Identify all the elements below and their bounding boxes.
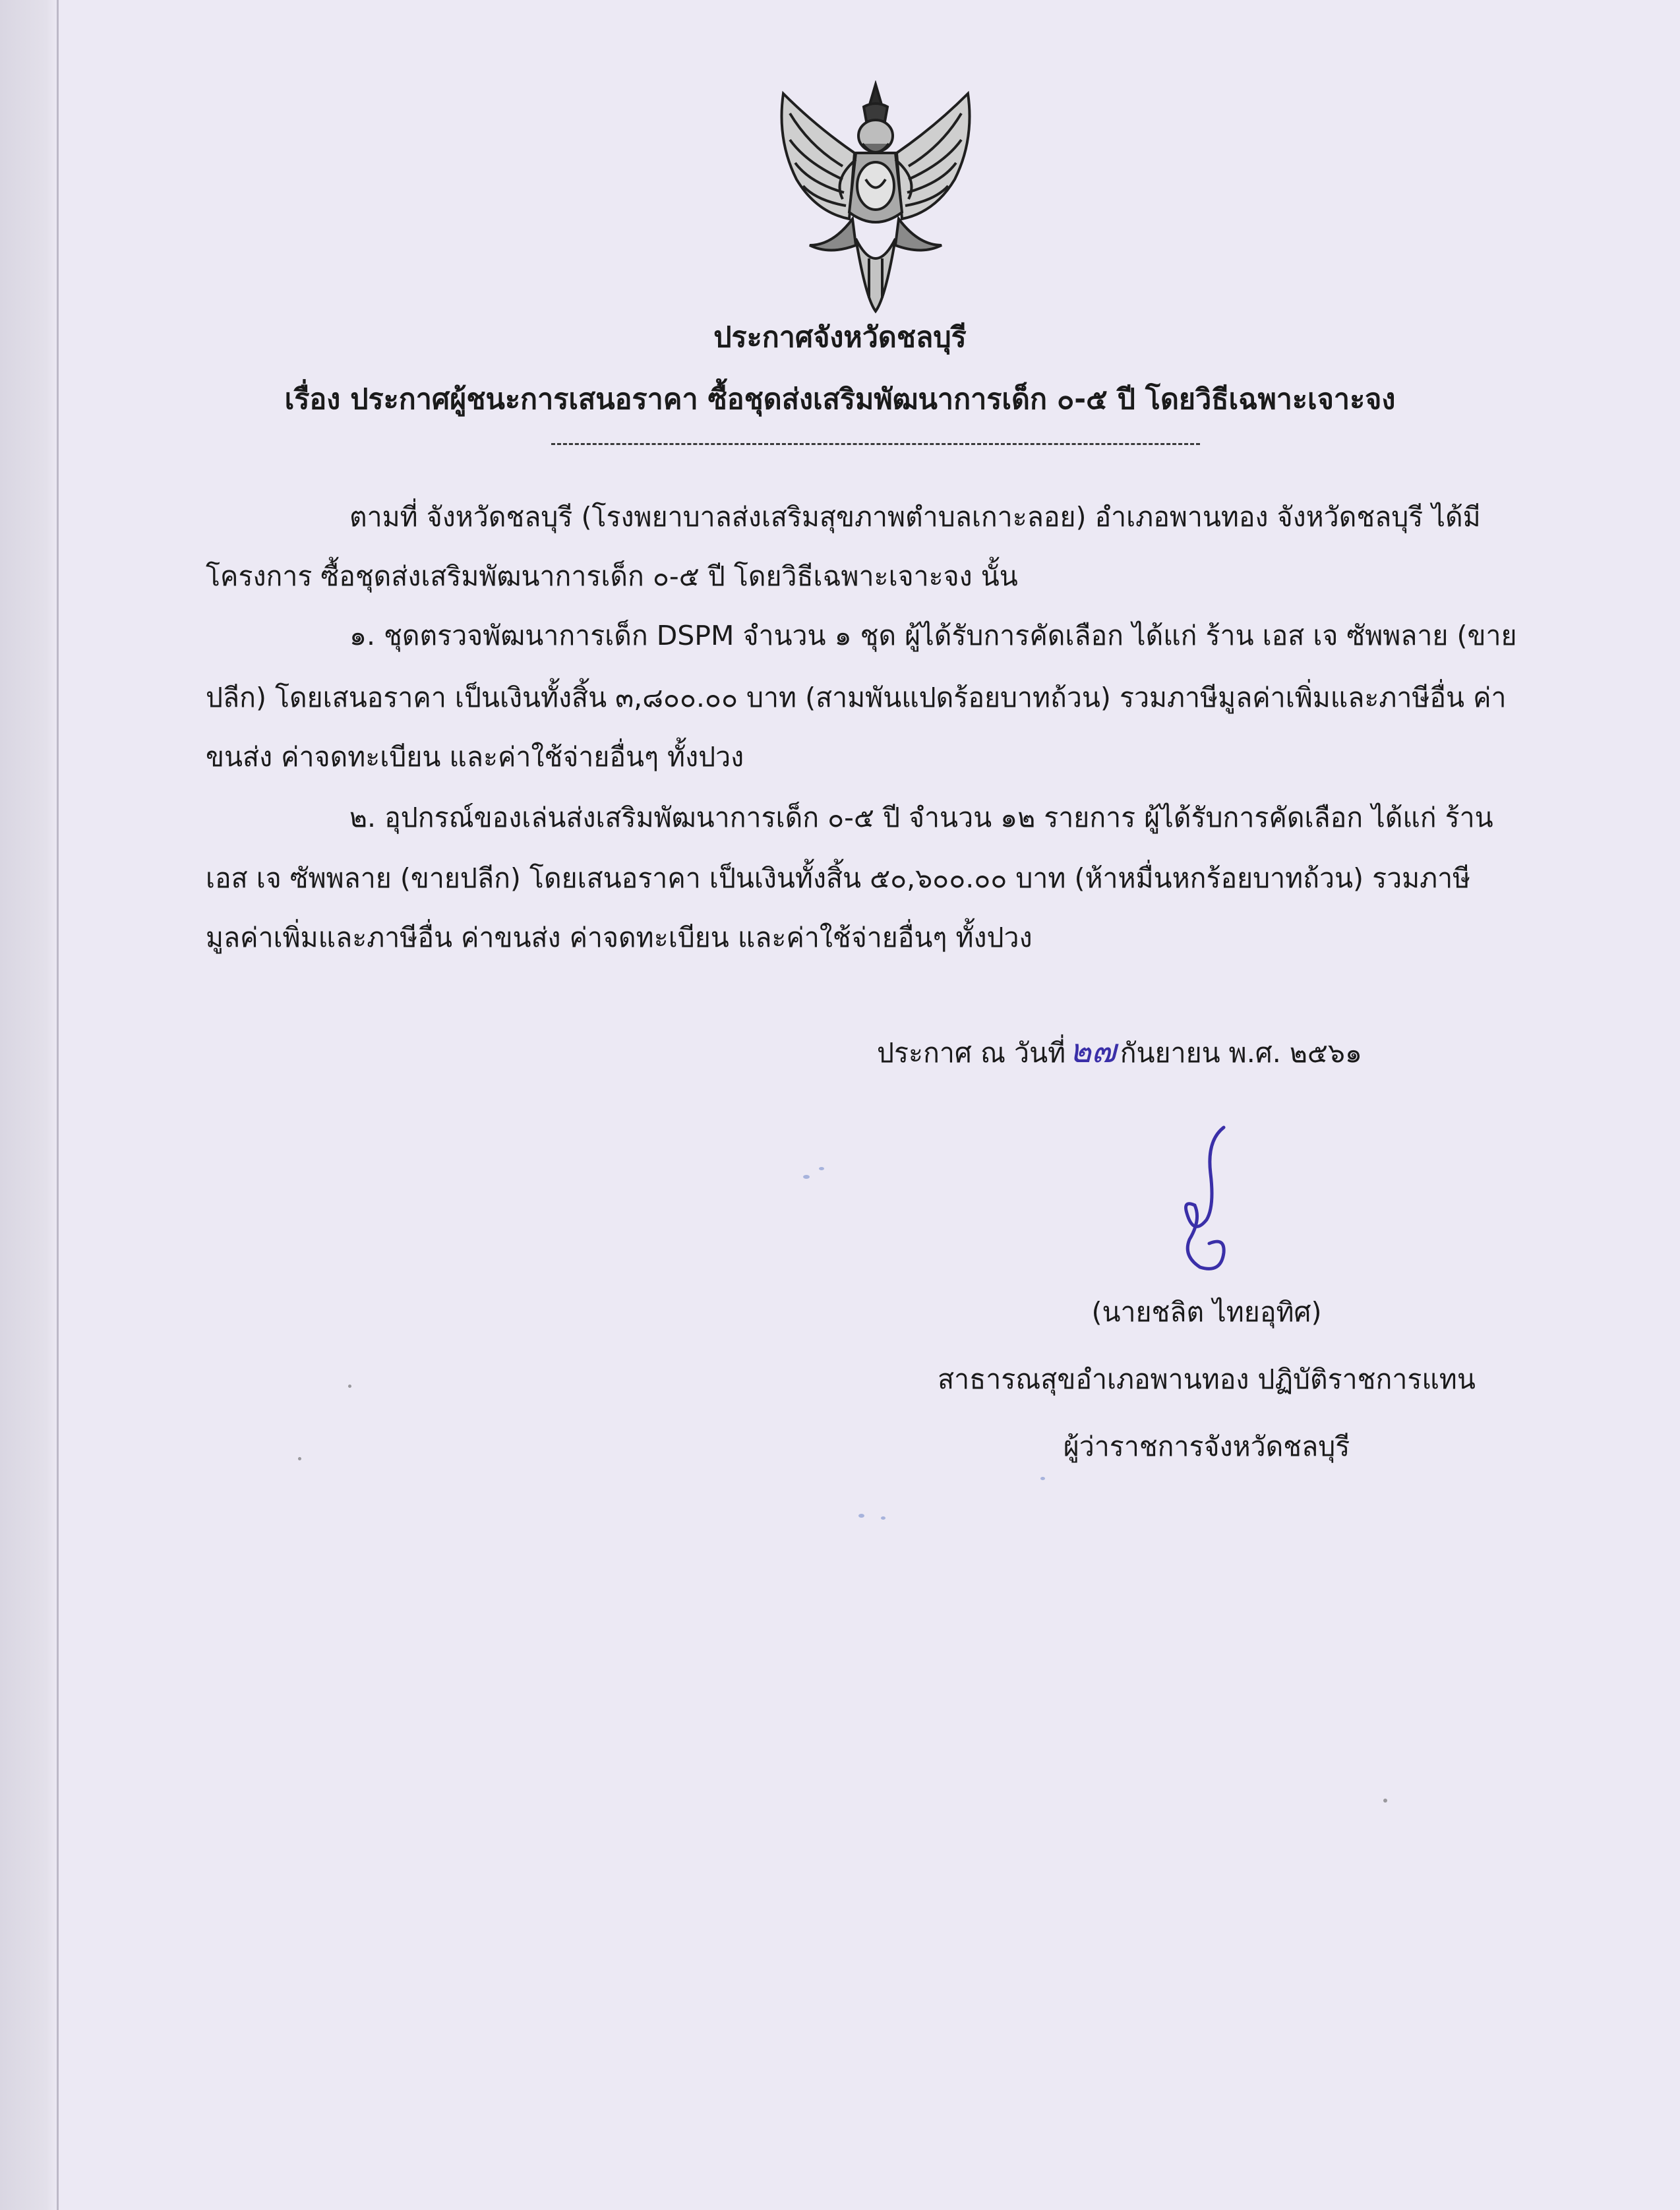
announcement-title: ประกาศจังหวัดชลบุรี xyxy=(713,321,967,354)
item2-line-1: ๒. อุปกรณ์ของเล่นส่งเสริมพัฒนาการเด็ก ๐-๕ ปี จำนวน ๑๒ รายการ ผู้ได้รับการคัดเลือก ได้แก่ ร้าน xyxy=(349,802,1493,833)
signatory-position-line-2: ผู้ว่าราชการจังหวัดชลบุรี xyxy=(1063,1431,1350,1462)
signatory-name: (นายชลิต ไทยอุทิศ) xyxy=(1091,1296,1322,1328)
scan-speck xyxy=(298,1457,301,1460)
scan-speck xyxy=(819,1167,824,1170)
intro-line-2: โครงการ ซื้อชุดส่งเสริมพัฒนาการเด็ก ๐-๕ ปี โดยวิธีเฉพาะเจาะจง นั้น xyxy=(206,560,1018,592)
announcement-subject: เรื่อง ประกาศผู้ชนะการเสนอราคา ซื้อชุดส่งเสริมพัฒนาการเด็ก ๐-๕ ปี โดยวิธีเฉพาะเจาะจง xyxy=(284,383,1396,416)
handwritten-signature xyxy=(1160,1121,1259,1279)
dashed-divider xyxy=(551,443,1200,445)
scan-speck xyxy=(1383,1799,1387,1803)
announcement-date xyxy=(877,1032,1362,1071)
scan-speck xyxy=(803,1175,810,1179)
scan-speck xyxy=(348,1385,351,1388)
item2-line-2: เอส เจ ซัพพลาย (ขายปลีก) โดยเสนอราคา เป็นเงินทั้งสิ้น ๕๐,๖๐๐.๐๐ บาท (ห้าหมื่นหกร้อยบาทถ้วน) รวมภาษี xyxy=(206,862,1471,894)
scan-speck xyxy=(858,1514,864,1518)
garuda-emblem-icon xyxy=(770,80,981,318)
item2-line-3: มูลค่าเพิ่มและภาษีอื่น ค่าขนส่ง ค่าจดทะเบียน และค่าใช้จ่ายอื่นๆ ทั้งปวง xyxy=(206,922,1033,953)
date-suffix: กันยายน พ.ศ. ๒๕๖๑ xyxy=(1120,1037,1362,1069)
scan-speck xyxy=(1040,1477,1045,1480)
date-prefix: ประกาศ ณ วันที่ xyxy=(877,1037,1066,1069)
scan-speck xyxy=(881,1516,885,1520)
handwritten-day: ๒๗ xyxy=(1069,1032,1116,1070)
item1-line-2: ปลีก) โดยเสนอราคา เป็นเงินทั้งสิ้น ๓,๘๐๐.๐๐ บาท (สามพันแปดร้อยบาทถ้วน) รวมภาษีมูลค่าเพิ่มและภาษีอื่น ค่า xyxy=(206,682,1507,713)
item1-line-3: ขนส่ง ค่าจดทะเบียน และค่าใช้จ่ายอื่นๆ ทั้งปวง xyxy=(206,741,744,773)
intro-line-1: ตามที่ จังหวัดชลบุรี (โรงพยาบาลส่งเสริมสุขภาพตำบลเกาะลอย) อำเภอพานทอง จังหวัดชลบุรี ได้มี xyxy=(349,501,1481,533)
signatory-position-line-1: สาธารณสุขอำเภอพานทอง ปฏิบัติราชการแทน xyxy=(938,1363,1476,1395)
item1-line-1: ๑. ชุดตรวจพัฒนาการเด็ก DSPM จำนวน ๑ ชุด ผู้ได้รับการคัดเลือก ได้แก่ ร้าน เอส เจ ซัพพลาย (ขาย xyxy=(349,620,1517,651)
